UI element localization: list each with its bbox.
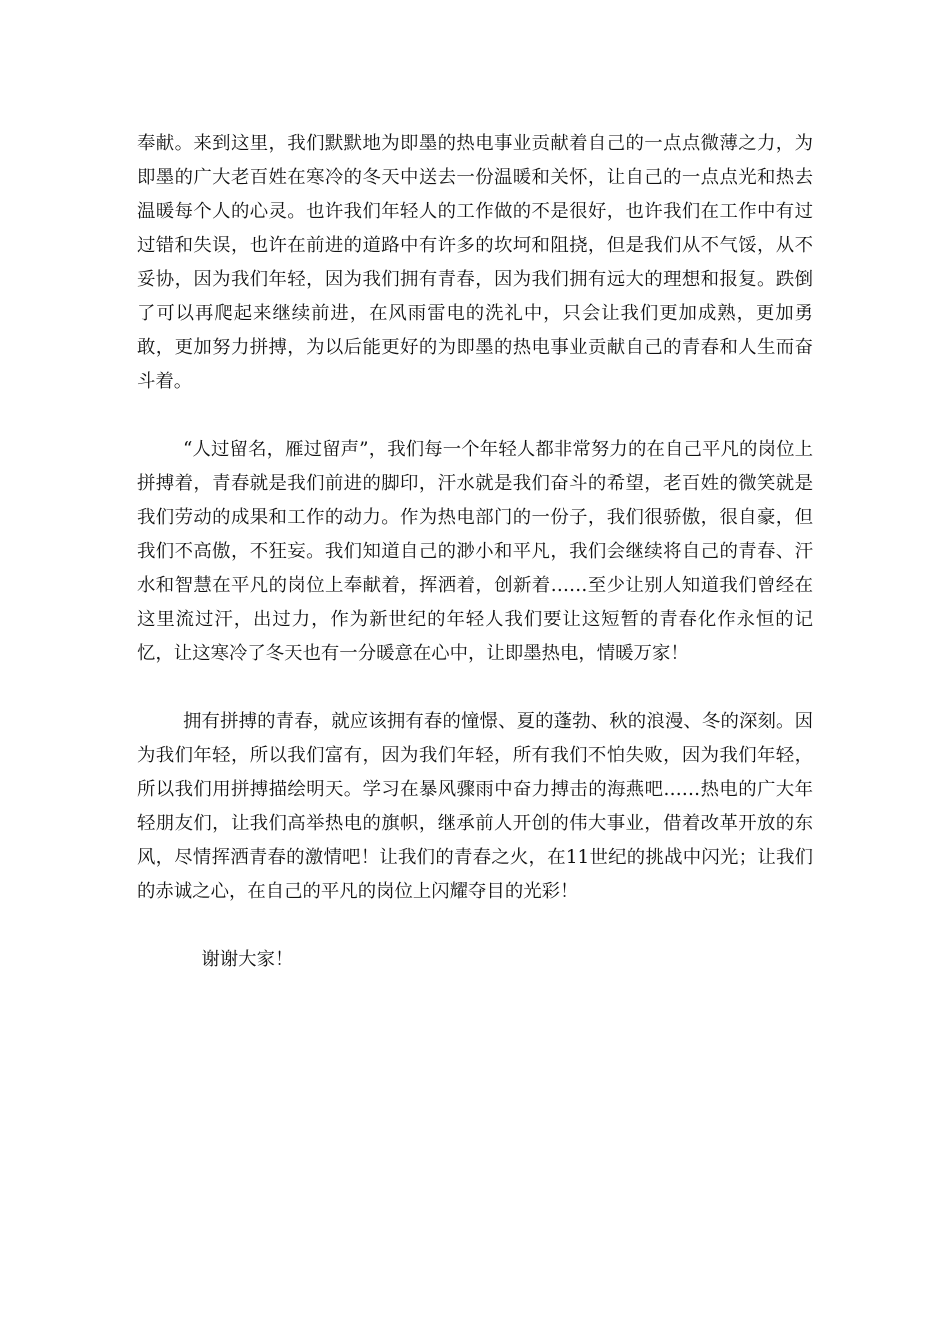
paragraph-quote: “人过留名，雁过留声”，我们每一个年轻人都非常努力的在自己平凡的岗位上拼搏着，青春就是我们前进的脚印，汗水就是我们奋斗的希望，老百姓的微笑就是我们劳动的成果和工作的动力。作为热电部门的一份子，我们很骄傲，很自豪，但我们不高傲，不狂妄。我们知道自己的渺小和平凡，我们会继续将自己的青春、汗水和智慧在平凡的岗位上奉献着，挥洒着，创新着……至少让别人知道我们曾经在这里流过汗，出过力，作为新世纪的年轻人我们要让这短暂的青春化作永恒的记忆，让这寒冷了冬天也有一分暖意在心中，让即墨热电，情暖万家！ (137, 439, 813, 664)
paragraph-youth: 拥有拼搏的青春，就应该拥有春的憧憬、夏的蓬勃、秋的浪漫、冬的深刻。因为我们年轻，所以我们富有，因为我们年轻，所有我们不怕失败，因为我们年轻，所以我们用拼搏描绘明天。学习在暴风骤雨中奋力搏击的海燕吧……热电的广大年轻朋友们，让我们高举热电的旗帜，继承前人开创的伟大事业，借着改革开放的东风，尽情挥洒青春的激情吧！让我们的青春之火，在11世纪的挑战中闪光；让我们的赤诚之心，在自己的平凡的岗位上闪耀夺目的光彩！ (137, 711, 813, 902)
document-body (137, 127, 813, 977)
closing-thanks: 谢谢大家！ (201, 949, 294, 970)
paragraph-continuation: 奉献。来到这里，我们默默地为即墨的热电事业贡献着自己的一点点微薄之力，为即墨的广大老百姓在寒冷的冬天中送去一份温暖和关怀，让自己的一点点光和热去温暖每个人的心灵。也许我们年轻人的工作做的不是很好，也许我们在工作中有过过错和失误，也许在前进的道路中有许多的坎坷和阻挠，但是我们从不气馁，从不妥协，因为我们年轻，因为我们拥有青春，因为我们拥有远大的理想和报复。跌倒了可以再爬起来继续前进，在风雨雷电的洗礼中，只会让我们更加成熟，更加勇敢，更加努力拼搏，为以后能更好的为即墨的热电事业贡献自己的青春和人生而奋斗着。 (137, 133, 813, 392)
